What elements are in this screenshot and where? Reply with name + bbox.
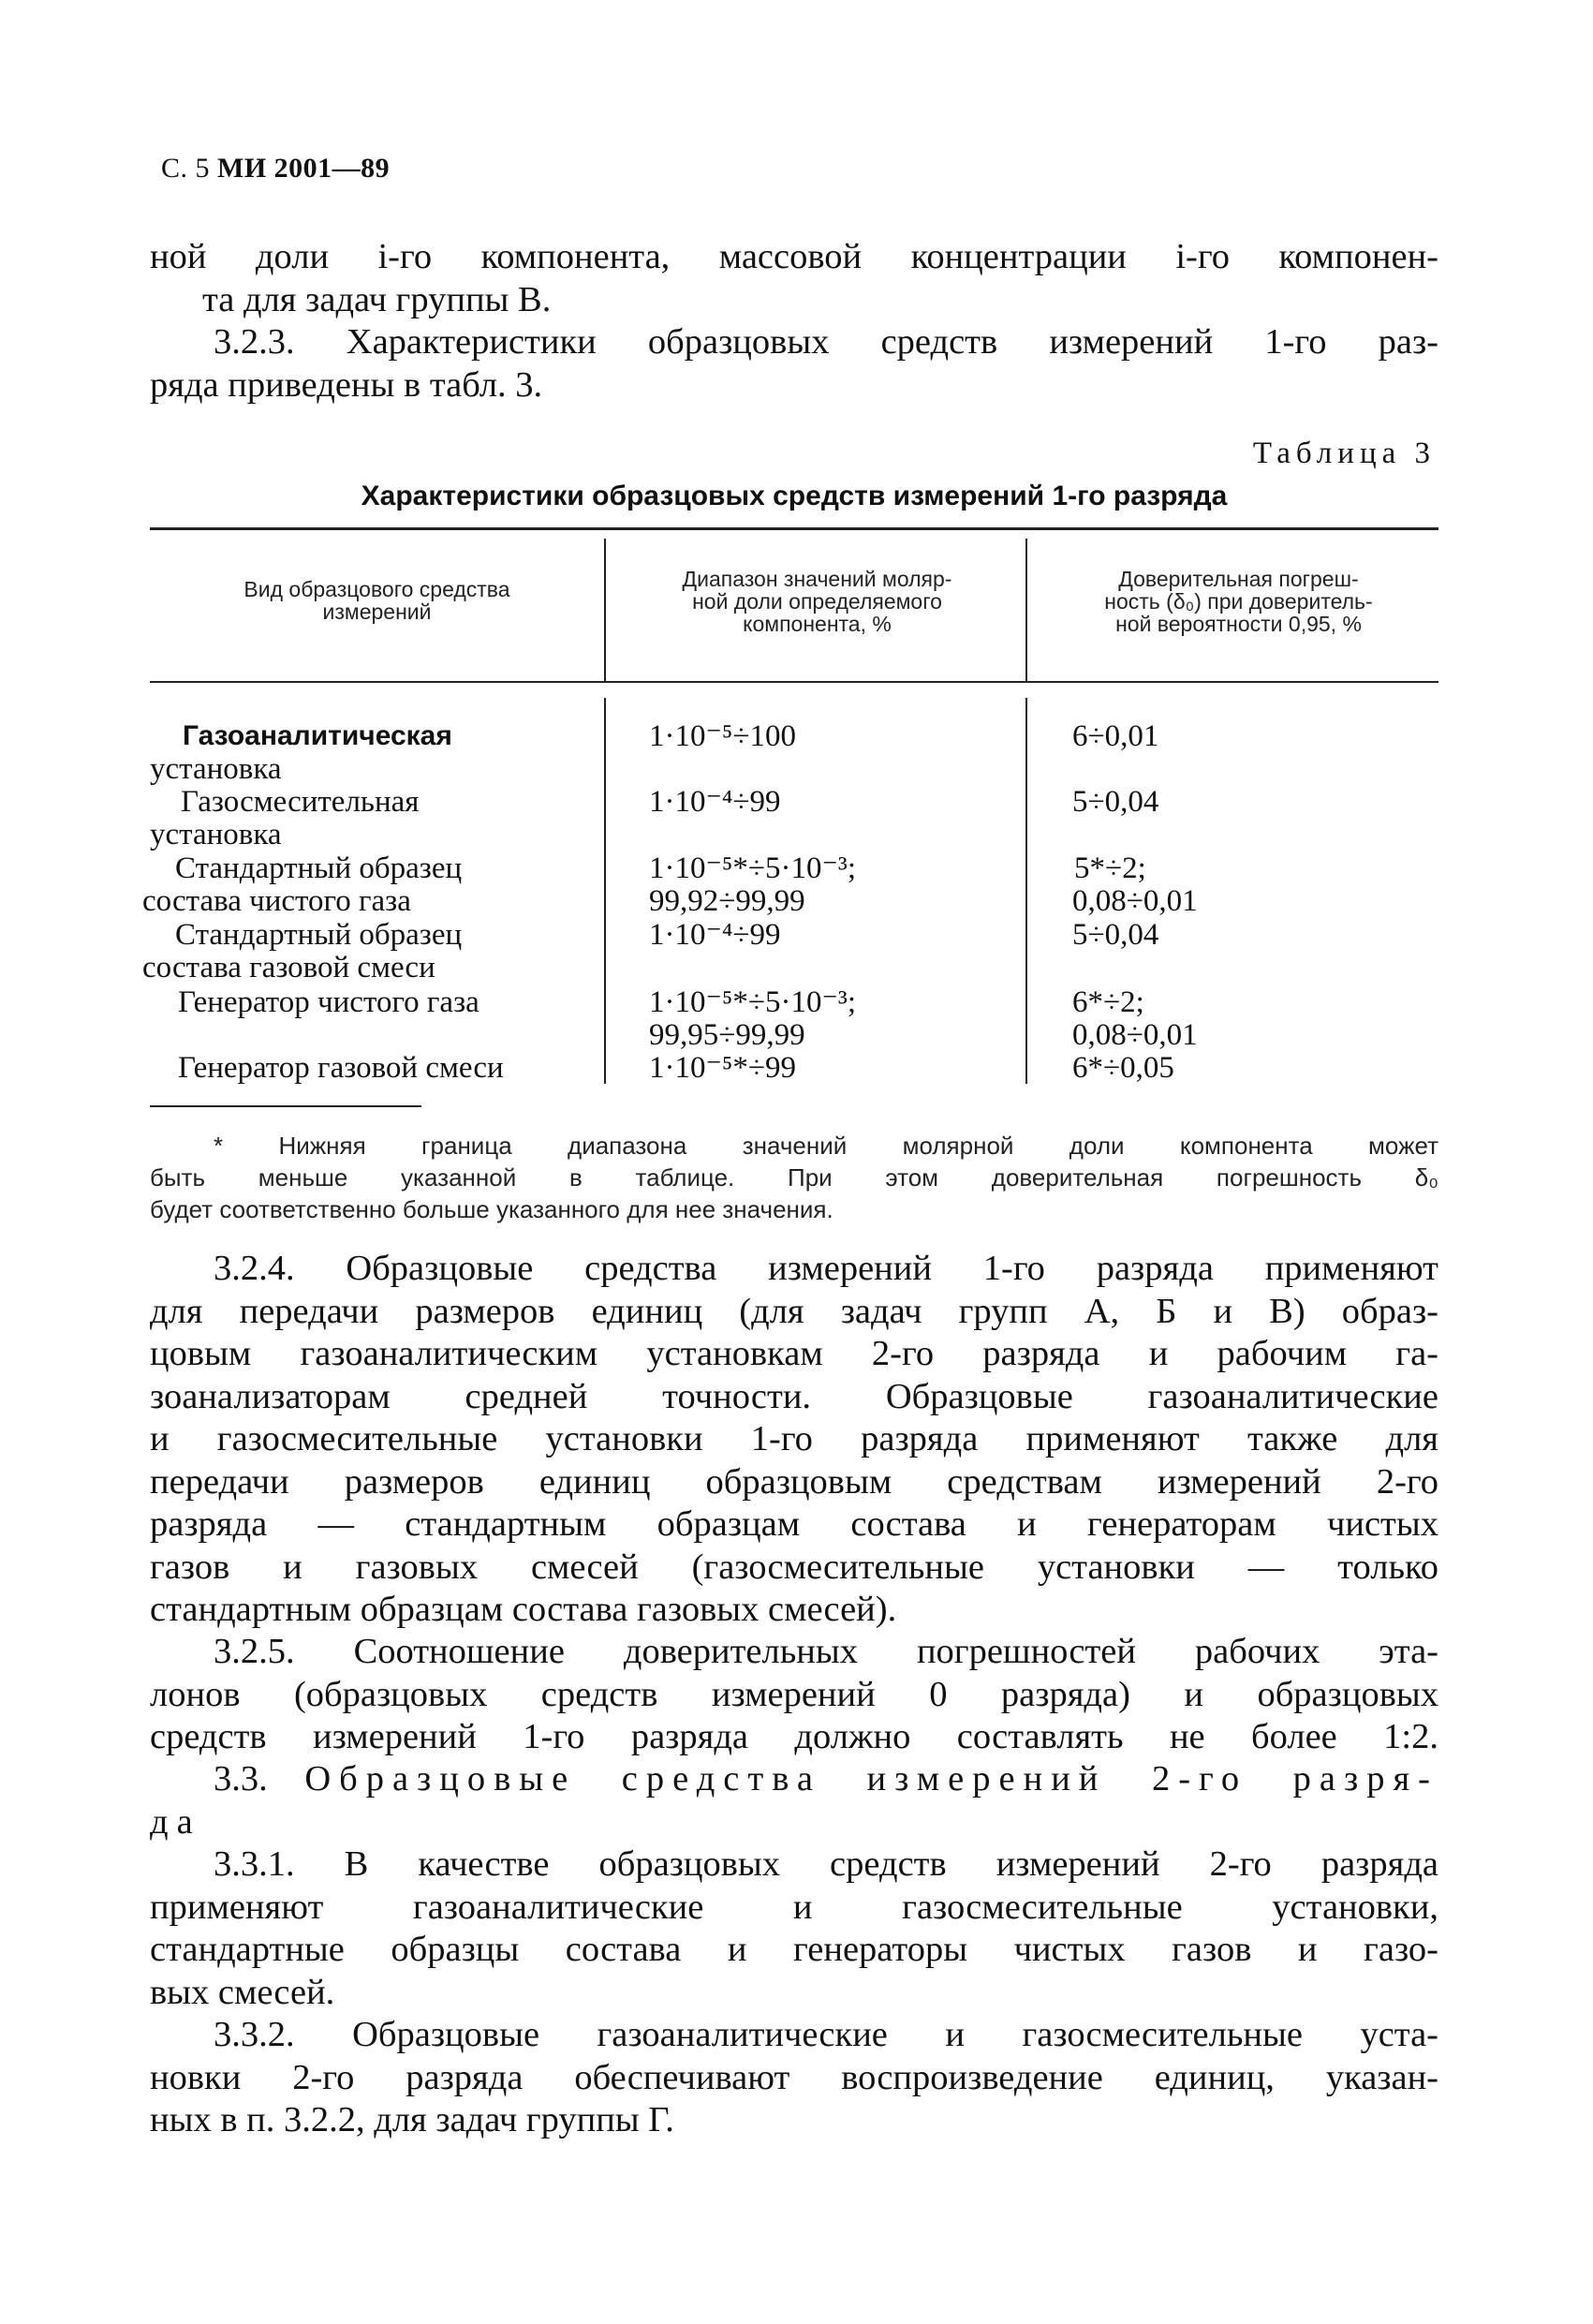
document-code: МИ 2001—89 [217, 153, 391, 184]
text-line [150, 1758, 1438, 1801]
table-cell-name: Газоаналитическая [183, 720, 452, 751]
text-line: разряда — стандартным образцам состава и генераторам чистых [150, 1504, 1438, 1544]
table-cell-error: 5*÷2; [1074, 851, 1146, 885]
text-line: передачи размеров единиц образцовым средствам измерений 2-го [150, 1461, 1438, 1502]
table-cell-error: 6÷0,01 [1072, 719, 1159, 753]
table-title: Характеристики образцовых средств измерений 1-го разряда [361, 481, 1228, 511]
page-number: С. 5 [161, 153, 211, 184]
table-cell-name: установка [150, 818, 282, 851]
table-cell-name: состава газовой смеси [142, 951, 435, 984]
text-line: зоанализаторам средней точности. Образцовые газоаналитические [150, 1376, 1438, 1416]
text-line: та для задач группы В. [202, 279, 552, 319]
text-line: стандартным образцам состава газовых смесей). [150, 1590, 897, 1629]
footnote-line: будет соответственно больше указанного для нее значения. [150, 1195, 833, 1223]
table-cell-name: установка [150, 752, 282, 786]
column-divider [1025, 698, 1027, 1084]
text-line: 3.2.3. Характеристики образцовых средств измерений 1-го раз- [214, 322, 1438, 362]
intro-paragraph [150, 236, 1438, 321]
table-cell-range: 99,95÷99,99 [649, 1018, 805, 1052]
table-cell-error: 0,08÷0,01 [1072, 884, 1198, 918]
column-header-range: Диапазон значений моляр- ной доли определяемого компонента, % [682, 567, 952, 636]
column-header-error: Доверительная погреш- ность (δ₀) при доверитель- ной вероятности 0,95, % [1104, 567, 1373, 636]
table-cell-name: Генератор чистого газа [178, 985, 479, 1019]
table-cell-range: 1·10⁻⁴÷99 [649, 918, 781, 952]
text-line: 3.3.2. Образцовые газоаналитические и газосмесительные уста- [214, 2015, 1438, 2054]
table-cell-error: 5÷0,04 [1072, 785, 1159, 819]
section-number: 3.3. [214, 1759, 268, 1799]
table-label: Таблица 3 [1252, 437, 1436, 470]
column-divider [604, 698, 606, 1084]
paragraph-3-2-4 [150, 1248, 1438, 1632]
table-cell-error: 6*÷0,05 [1072, 1051, 1174, 1085]
page-header [161, 153, 390, 185]
paragraph-3-3-1 [150, 1843, 1438, 2014]
column-divider [604, 539, 606, 681]
text-line: для передачи размеров единиц (для задач групп А, Б и В) образ- [150, 1291, 1438, 1331]
column-header-type: Вид образцового средства измерений [243, 577, 510, 624]
text-line: и газосмесительные установки 1-го разряда применяют также для [150, 1419, 1438, 1458]
text-line: ряда приведены в табл. 3. [150, 364, 543, 405]
table-cell-range: 1·10⁻⁵÷100 [649, 719, 797, 753]
footnote-rule [150, 1105, 421, 1107]
text-line: 3.2.5. Соотношение доверительных погрешностей рабочих эта- [214, 1632, 1438, 1671]
footnote-line: быть меньше указанной в таблице. При этом доверительная погрешность δ₀ [150, 1163, 1438, 1192]
table-cell-name: состава чистого газа [142, 884, 411, 918]
table-cell-range: 1·10⁻⁵*÷5·10⁻³; [649, 985, 856, 1019]
text-line: применяют газоаналитические и газосмесительные установки, [150, 1887, 1438, 1927]
table-cell-name: Стандартный образец [175, 918, 463, 952]
text-line: лонов (образцовых средств измерений 0 разряда) и образцовых [150, 1674, 1438, 1714]
table-cell-name: Газосмесительная [181, 785, 420, 819]
table-cell-name: Стандартный образец [175, 851, 463, 885]
table-cell-error: 6*÷2; [1072, 985, 1144, 1019]
table-cell-range: 1·10⁻⁵*÷99 [649, 1051, 797, 1085]
table-top-rule [150, 527, 1438, 530]
paragraph-3-2-3 [150, 321, 1438, 407]
table-cell-range: 1·10⁻⁵*÷5·10⁻³; [649, 851, 856, 885]
table-cell-name: Генератор газовой смеси [178, 1051, 504, 1085]
section-title: Образцовые средства измерений 2-го разря- [304, 1759, 1439, 1799]
text-line: 3.3.1. В качестве образцовых средств измерений 2-го разряда [214, 1844, 1438, 1884]
text-line: вых смесей. [150, 1972, 335, 2012]
text-line: средств измерений 1-го разряда должно составлять не более 1:2. [150, 1717, 1438, 1756]
text-line: ных в п. 3.2.2, для задач группы Г. [150, 2100, 674, 2139]
table-cell-range: 1·10⁻⁴÷99 [649, 785, 781, 819]
text-line: цовым газоаналитическим установкам 2-го разряда и рабочим га- [150, 1334, 1438, 1373]
text-line: 3.2.4. Образцовые средства измерений 1-го разряда применяют [214, 1249, 1438, 1288]
text-line: ной доли i-го компонента, массовой концентрации i-го компонен- [150, 237, 1438, 276]
table-footnote [150, 1130, 1438, 1225]
table-cell-error: 0,08÷0,01 [1072, 1018, 1198, 1052]
column-divider [1025, 539, 1027, 681]
section-title-continuation: да [150, 1801, 201, 1842]
footnote-line: * Нижняя граница диапазона значений молярной доли компонента может [214, 1132, 1438, 1160]
table-cell-range: 99,92÷99,99 [649, 884, 805, 918]
section-3-3-heading [150, 1758, 1438, 1843]
paragraph-3-3-2 [150, 2014, 1438, 2142]
paragraph-3-2-5 [150, 1631, 1438, 1759]
text-line: стандартные образцы состава и генераторы чистых газов и газо- [150, 1930, 1438, 1969]
text-line: новки 2-го разряда обеспечивают воспроизведение единиц, указан- [150, 2057, 1438, 2097]
table-cell-error: 5÷0,04 [1072, 918, 1159, 952]
text-line: газов и газовых смесей (газосмесительные установки — только [150, 1547, 1438, 1587]
table-header-rule [150, 681, 1438, 683]
